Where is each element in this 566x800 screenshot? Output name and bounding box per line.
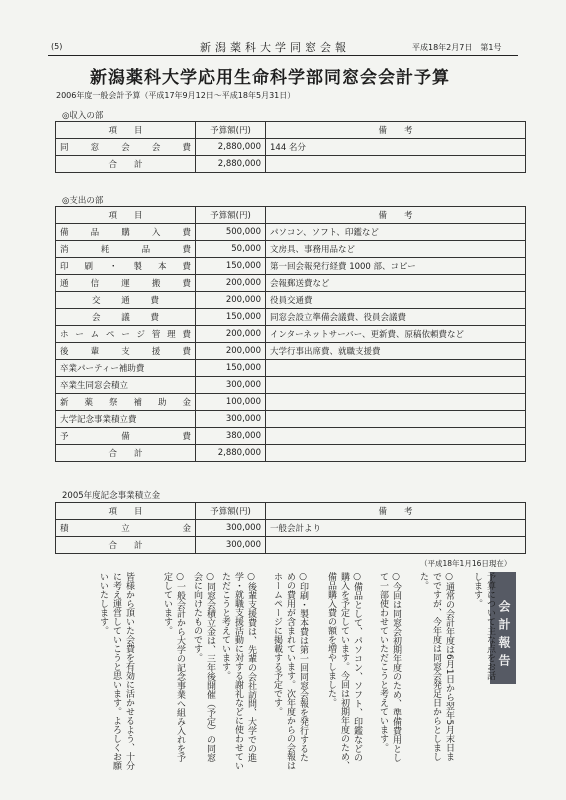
column-header: 項 目 [56,122,196,139]
report-note: ○印刷・製本費は第一回同窓会報を発行するための費用が含まれています。次年度からの会報はホームページに掲載する予定です。 [272,572,308,770]
total-amount: 2,880,000 [196,156,266,173]
note-cell: 会報郵送費など [266,275,526,292]
note-cell [266,360,526,377]
column-header: 備 考 [266,122,526,139]
amount-cell: 200,000 [196,326,266,343]
report-note: ○同窓会積立金は、三年後開催（予定）の同窓会に向けたものです。 [192,572,215,762]
report-closing: 皆様から頂いた会費を有効に活かせるよう、十分に考え運営していこうと思います。よろしくお願いいたします。 [98,572,134,770]
item-cell: 会議費 [56,309,196,326]
item-cell: 消耗品費 [56,241,196,258]
note-cell: 大学行事出席費、就職支援費 [266,343,526,360]
table-row [56,394,526,411]
total-amount: 300,000 [196,537,266,554]
table-row [56,258,526,275]
table-row [56,139,526,156]
item-cell: 交通費 [56,292,196,309]
report-note: ○通常の会計年度は6月1日から翌年5月末日までですが、今年度は同窓会発足日からとしました。 [418,572,454,762]
total-row [56,445,526,462]
note-cell [266,411,526,428]
table-row [56,224,526,241]
column-header: 備 考 [266,207,526,224]
item-cell: 後輩支援費 [56,343,196,360]
table-row [56,428,526,445]
table-header-row [56,207,526,224]
total-row [56,156,526,173]
page-title: 新潟薬科大学応用生命科学部同窓会会計予算 [90,68,450,88]
table-header-row [56,122,526,139]
table-row [56,377,526,394]
note-cell: パソコン、ソフト、印鑑など [266,224,526,241]
amount-cell: 200,000 [196,292,266,309]
item-cell: 大学記念事業積立費 [56,411,196,428]
as-of-date: （平成18年1月16日現在） [420,559,512,568]
item-cell: ホームページ管理費 [56,326,196,343]
amount-cell: 150,000 [196,360,266,377]
total-label: 合 計 [56,537,196,554]
issue-date: 平成18年2月7日 第1号 [412,43,502,52]
table-row [56,326,526,343]
note-cell: 役員交通費 [266,292,526,309]
note-cell [266,428,526,445]
header-rule [48,55,518,56]
note-cell: 144 名分 [266,139,526,156]
amount-cell: 300,000 [196,520,266,537]
income-table [55,121,526,173]
amount-cell: 150,000 [196,258,266,275]
total-amount: 2,880,000 [196,445,266,462]
item-cell: 備品購入費 [56,224,196,241]
table-row [56,241,526,258]
item-cell: 卒業パーティー補助費 [56,360,196,377]
table-header-row [56,503,526,520]
item-cell: 同窓会会費 [56,139,196,156]
total-label: 合 計 [56,156,196,173]
total-row [56,537,526,554]
report-note: ○一般会計から大学の記念事業へ組み入れを予定しています。 [162,572,185,762]
note-cell: インターネットサーバー、更新費、原稿依頼費など [266,326,526,343]
amount-cell: 200,000 [196,343,266,360]
item-cell: 予備費 [56,428,196,445]
column-header: 予算額(円) [196,207,266,224]
amount-cell: 200,000 [196,275,266,292]
item-cell: 新薬祭補助金 [56,394,196,411]
budget-period: 2006年度一般会計予算（平成17年9月12日～平成18年5月31日） [56,91,296,100]
item-cell: 印刷・製本費 [56,258,196,275]
column-header: 項 目 [56,503,196,520]
note-cell: 同窓会設立準備会議費、役員会議費 [266,309,526,326]
item-cell: 卒業生同窓会積立 [56,377,196,394]
amount-cell: 150,000 [196,309,266,326]
table-row [56,343,526,360]
item-cell: 積立金 [56,520,196,537]
column-header: 項 目 [56,207,196,224]
table-row [56,309,526,326]
table-row [56,292,526,309]
column-header: 備 考 [266,503,526,520]
note-cell: 一般会計より [266,520,526,537]
table-row [56,275,526,292]
report-note: ○後輩支援費は、先輩の会社訪問、大学での進学・就職支援活動に対する謝礼などに使わせていただこうと考えています。 [220,572,256,770]
commemorative-table [55,502,526,554]
table-row [56,360,526,377]
report-intro: 予算について主な点をお話します。 [472,572,495,680]
report-label: 会計報告 [497,600,511,672]
column-header: 予算額(円) [196,503,266,520]
note-cell [266,377,526,394]
expense-heading: ◎支出の部 [62,196,104,206]
amount-cell: 300,000 [196,377,266,394]
note-cell [266,394,526,411]
newsletter-name: 新潟薬科大学同窓会報 [200,41,350,54]
item-cell: 通信運搬費 [56,275,196,292]
table-row [56,411,526,428]
note-cell: 第一回会報発行経費 1000 部、コピー [266,258,526,275]
amount-cell: 500,000 [196,224,266,241]
note-cell: 文房具、事務用品など [266,241,526,258]
total-label: 合 計 [56,445,196,462]
expense-table [55,206,526,462]
report-note: ○備品として、パソコン、ソフト、印鑑などの購入を予定しています。今回は初期年度のため、備品購入費の額を増やしました。 [326,572,362,770]
amount-cell: 2,880,000 [196,139,266,156]
page-number: (5) [51,42,63,51]
table-row [56,520,526,537]
income-heading: ◎収入の部 [62,111,104,121]
amount-cell: 50,000 [196,241,266,258]
column-header: 予算額(円) [196,122,266,139]
commemorative-heading: 2005年度記念事業積立金 [62,491,161,501]
report-note: ○今回は同窓会初期年度のため、準備費用として一部使わせていただこうと考えています。 [378,572,401,762]
amount-cell: 100,000 [196,394,266,411]
amount-cell: 300,000 [196,411,266,428]
amount-cell: 380,000 [196,428,266,445]
